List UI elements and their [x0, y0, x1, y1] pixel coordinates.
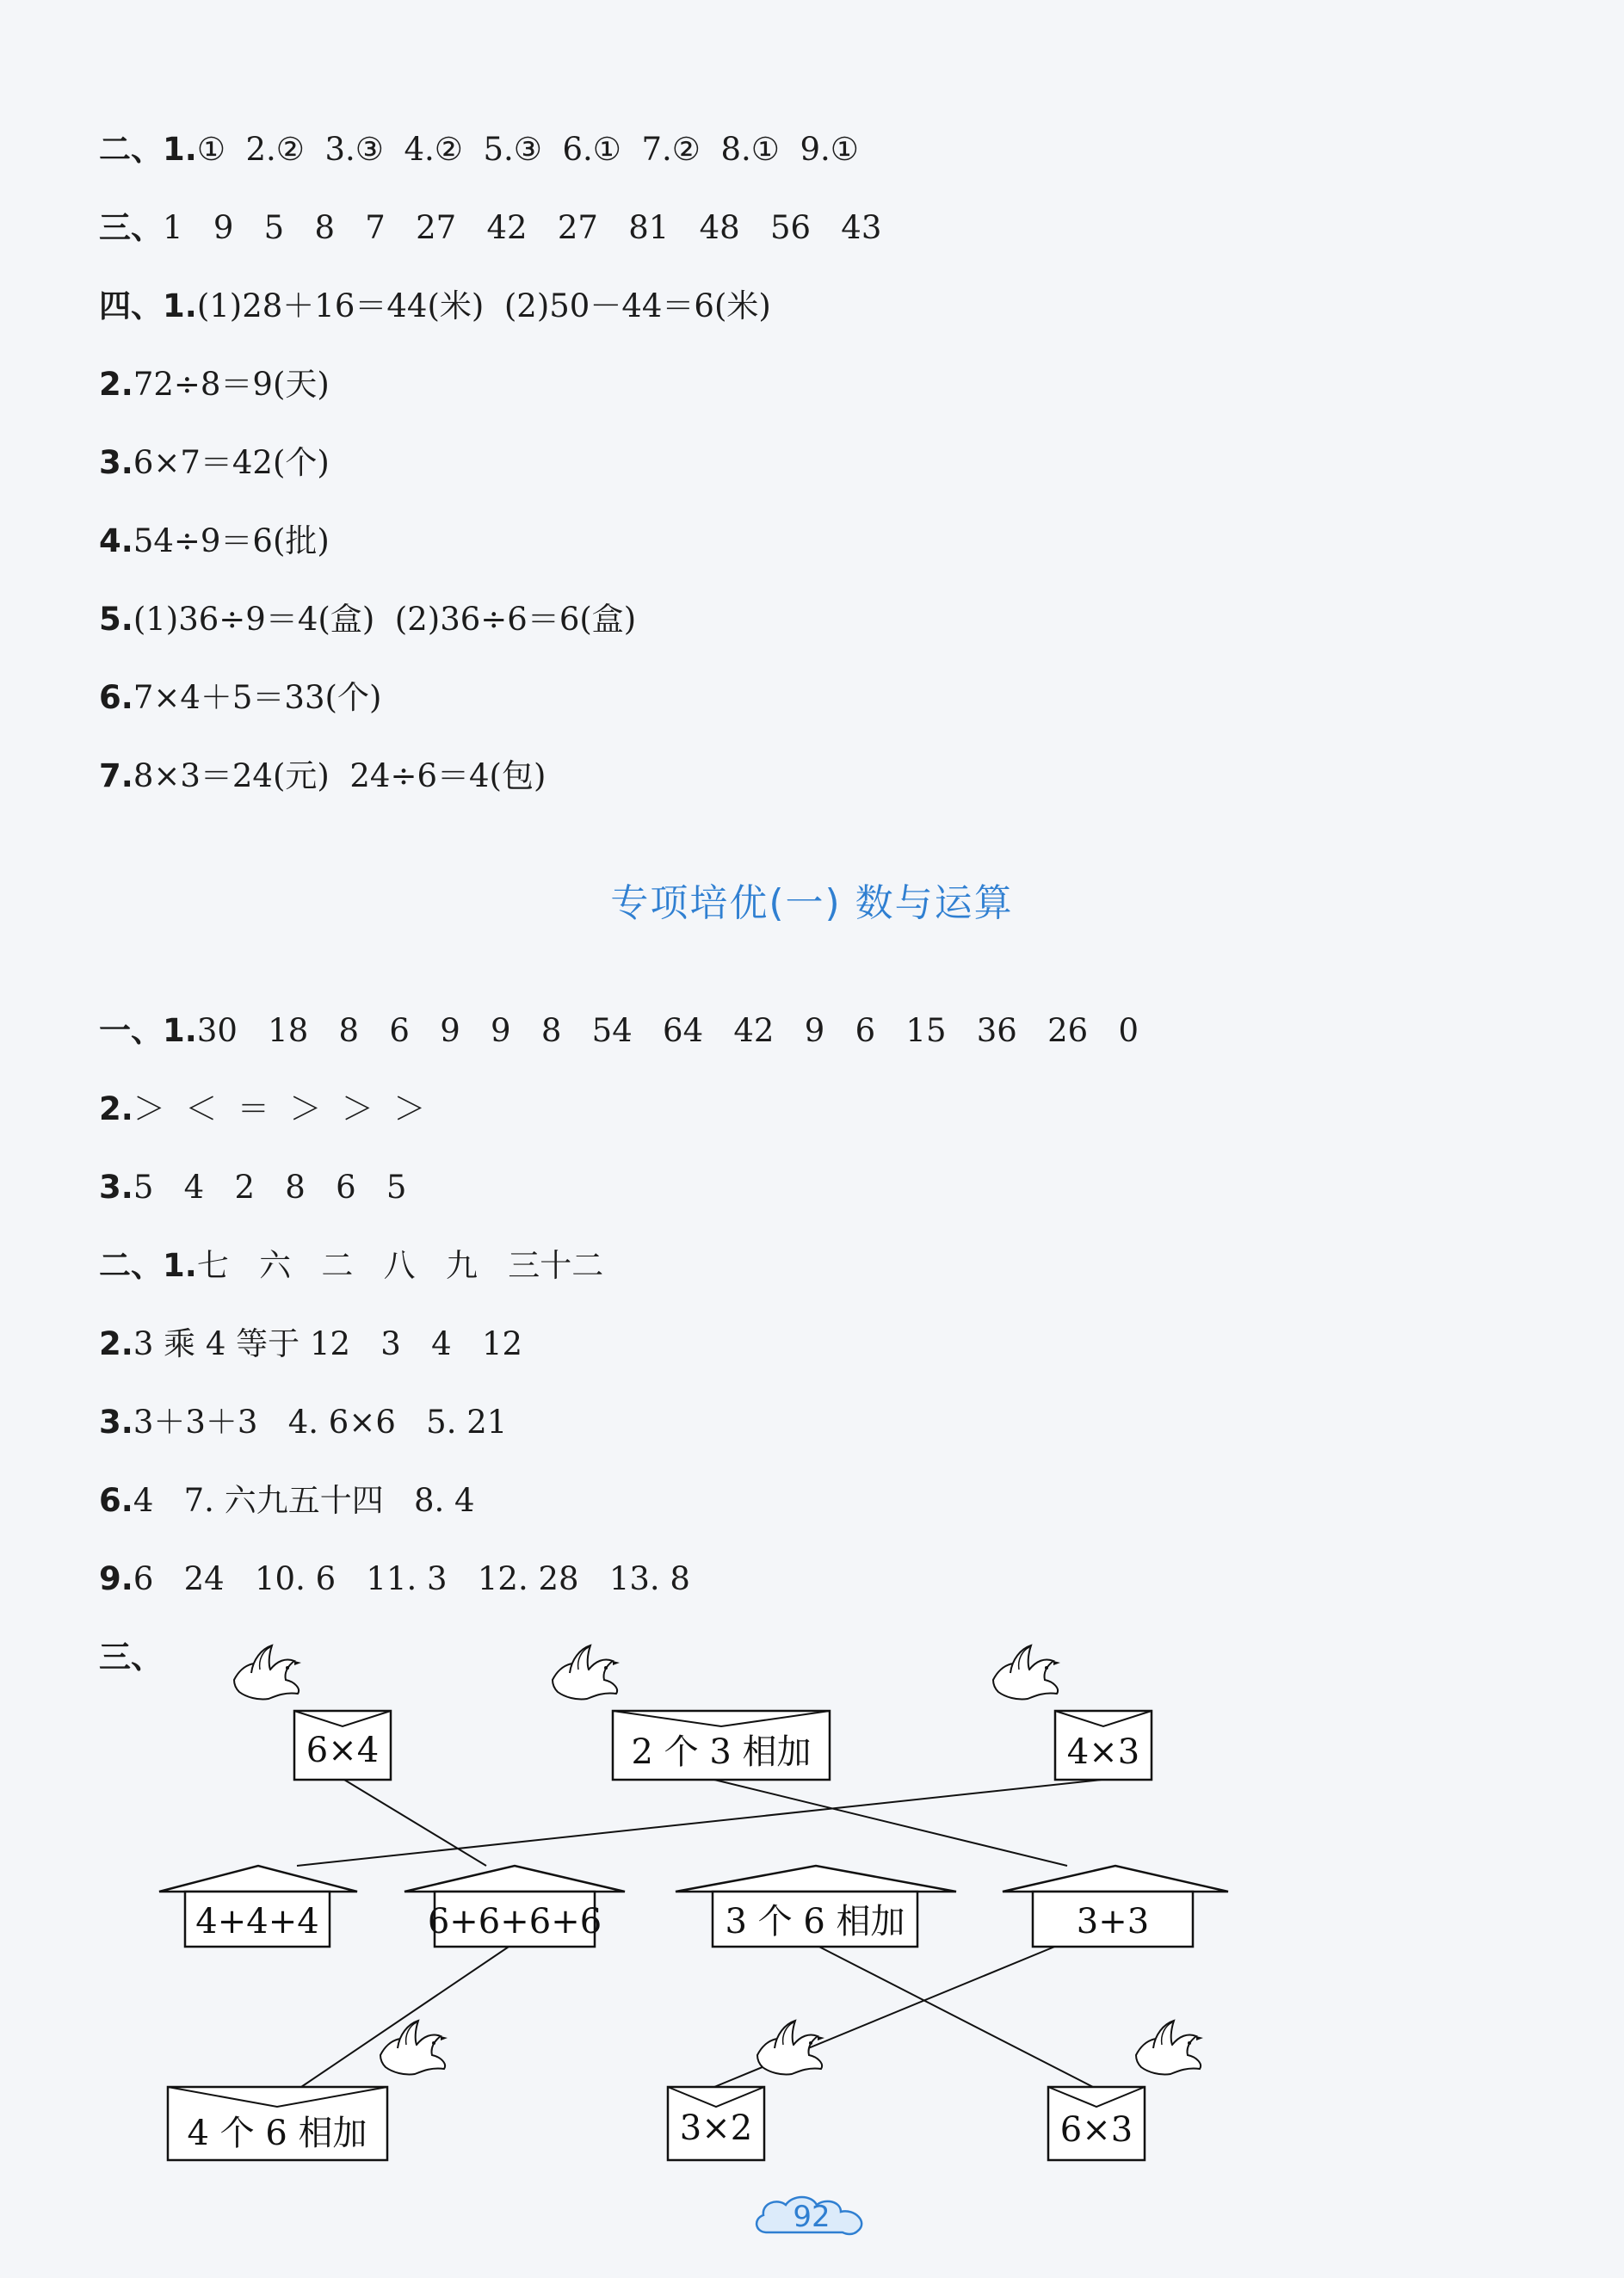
- section-title: 专项培优(一) 数与运算: [610, 881, 1014, 925]
- answer-line: [99, 131, 859, 169]
- answer-text: 8×3＝24(元) 24÷6＝4(包): [133, 757, 546, 794]
- house-4-4-4: [159, 1866, 357, 1947]
- answer-label: 6.: [99, 679, 133, 716]
- answer-text: 7×4＋5＝33(个): [133, 679, 382, 716]
- envelope-4-6-add: [168, 2021, 448, 2160]
- house-3-6-add: [676, 1866, 956, 1947]
- envelope-3x2: [668, 2021, 824, 2160]
- answer-text: 30 18 8 6 9 9 8 54 64 42 9 6 15 36 26 0: [196, 1012, 1139, 1049]
- answer-label: 5.: [99, 601, 133, 638]
- answer-label: 6.: [99, 1482, 133, 1519]
- answer-label: 3.: [99, 1169, 133, 1206]
- match-line: [809, 1942, 1093, 2087]
- answer-label: 2.: [99, 366, 133, 403]
- dove-icon: [380, 2021, 448, 2075]
- envelope-label: 4×3: [1066, 1732, 1140, 1772]
- house-label: 3 个 6 相加: [725, 1902, 905, 1942]
- dove-icon: [234, 1645, 301, 1700]
- envelope-4x3: [993, 1645, 1152, 1780]
- answer-label: 二、1.: [99, 1247, 197, 1284]
- dove-icon: [553, 1645, 620, 1700]
- answer-text: 3 乘 4 等于 12 3 4 12: [133, 1325, 523, 1362]
- answer-label: 7.: [99, 757, 133, 794]
- envelope-label: 2 个 3 相加: [631, 1732, 812, 1772]
- answer-text: 4 7. 六九五十四 8. 4: [133, 1482, 475, 1519]
- answer-text: 1 9 5 8 7 27 42 27 81 48 56 43: [163, 209, 882, 246]
- answer-text: 七 六 二 八 九 三十二: [196, 1247, 604, 1284]
- answer-label: 三、: [99, 1639, 163, 1676]
- answer-line: [99, 757, 546, 795]
- answer-line: [99, 601, 636, 639]
- page-number: 92: [793, 2200, 831, 2234]
- answer-line: [99, 1247, 603, 1285]
- envelope-label: 3×2: [679, 2108, 753, 2148]
- envelope-6x4: [234, 1645, 391, 1780]
- answer-line: [99, 1090, 425, 1128]
- envelope-label: 6×4: [306, 1731, 380, 1770]
- answer-line: [99, 522, 330, 560]
- answer-text: 5 4 2 8 6 5: [133, 1169, 407, 1206]
- match-line: [297, 1780, 1102, 1866]
- house-label: 6+6+6+6: [427, 1902, 602, 1942]
- answer-label: 3.: [99, 1404, 133, 1441]
- answer-line: [99, 209, 881, 247]
- answer-text: (1)36÷9＝4(盒) (2)36÷6＝6(盒): [133, 601, 637, 638]
- answer-label: 三、: [99, 209, 163, 246]
- envelope-label: 6×3: [1059, 2110, 1133, 2150]
- answer-line: [99, 1012, 1139, 1050]
- answer-text: 72÷8＝9(天): [133, 366, 330, 403]
- answer-label: 3.: [99, 444, 133, 481]
- answer-label: 一、1.: [99, 1012, 197, 1049]
- answer-line: [99, 679, 381, 717]
- dove-icon: [1136, 2021, 1203, 2075]
- dove-icon: [757, 2021, 824, 2075]
- answer-line: [99, 1325, 522, 1363]
- answer-label: 2.: [99, 1325, 133, 1362]
- house-label: 3+3: [1076, 1902, 1150, 1942]
- match-lines: [297, 1780, 1102, 2087]
- answer-line: [99, 444, 330, 482]
- answer-line: [99, 287, 771, 325]
- answer-text: 6 24 10. 6 11. 3 12. 28 13. 8: [133, 1560, 690, 1597]
- answer-label: 2.: [99, 1090, 133, 1127]
- answer-text: (1)28＋16＝44(米) (2)50－44＝6(米): [196, 287, 771, 324]
- answer-text: 54÷9＝6(批): [133, 522, 330, 559]
- answer-label: 二、1.: [99, 131, 197, 168]
- envelope-label: 4 个 6 相加: [187, 2114, 367, 2153]
- answer-line: [99, 1404, 507, 1441]
- house-3-3: [1003, 1866, 1228, 1947]
- envelope-6x3: [1048, 2021, 1203, 2160]
- answer-label: 4.: [99, 522, 133, 559]
- answer-line: [99, 366, 330, 404]
- house-label: 4+4+4: [195, 1902, 319, 1942]
- envelope-2-3-add: [553, 1645, 830, 1780]
- answer-text: ① 2.② 3.③ 4.② 5.③ 6.① 7.② 8.① 9.①: [196, 131, 859, 168]
- answer-line: [99, 1560, 690, 1598]
- answer-text: 3＋3＋3 4. 6×6 5. 21: [133, 1404, 508, 1441]
- matching-diagram: [0, 1618, 1624, 2186]
- match-line: [714, 1780, 1067, 1866]
- dove-icon: [993, 1645, 1060, 1700]
- answer-label: 四、1.: [99, 287, 197, 324]
- answer-text: 6×7＝42(个): [133, 444, 330, 481]
- house-6-6-6-6: [404, 1866, 625, 1947]
- answer-label: 9.: [99, 1560, 133, 1597]
- answer-text: ＞ ＜ ＝ ＞ ＞ ＞: [133, 1090, 426, 1127]
- answer-line: [99, 1169, 406, 1207]
- answer-line: [99, 1482, 475, 1520]
